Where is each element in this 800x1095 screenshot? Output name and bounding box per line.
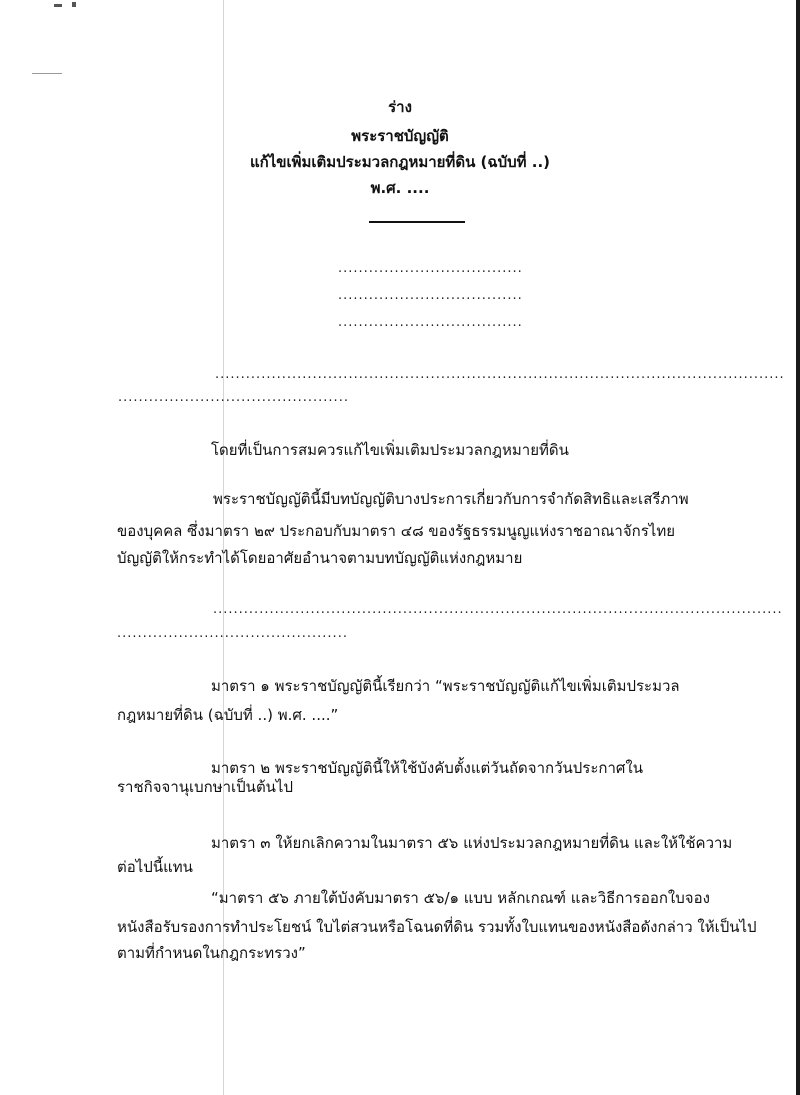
reason-text: โดยที่เป็นการสมควรแก้ไขเพิ่มเติมประมวลกฎหมายที่ดิน	[211, 441, 569, 459]
placeholder-line: ....................................	[338, 315, 523, 330]
placeholder-line: .............................................	[117, 626, 348, 641]
placeholder-line: ...............................................................................................................	[213, 602, 783, 617]
title-rule	[369, 221, 465, 223]
section-1-line: กฎหมายที่ดิน (ฉบับที่ ..) พ.ศ. ....”	[117, 706, 339, 724]
paragraph-line: พระราชบัญญัตินี้มีบทบัญญัติบางประการเกี่ยวกับการจำกัดสิทธิและเสรีภาพ	[213, 490, 689, 508]
placeholder-line: ...............................................................................................................	[215, 367, 785, 382]
section-3-line: ต่อไปนี้แทน	[117, 858, 193, 876]
quoted-section-line: หนังสือรับรองการทำประโยชน์ ใบไต่สวนหรือโฉนดที่ดิน รวมทั้งใบแทนของหนังสือดังกล่าว ให้เป็นไป	[117, 918, 757, 936]
placeholder-line: ....................................	[338, 261, 523, 276]
section-3-line: มาตรา ๓ ให้ยกเลิกความในมาตรา ๕๖ แห่งประมวลกฎหมายที่ดิน และให้ใช้ความ	[211, 834, 733, 852]
quoted-section-line: “มาตรา ๕๖ ภายใต้บังคับมาตรา ๕๖/๑ แบบ หลักเกณฑ์ และวิธีการออกใบจอง	[211, 889, 710, 907]
paragraph-line: บัญญัติให้กระทำได้โดยอาศัยอำนาจตามบทบัญญัติแห่งกฎหมาย	[117, 549, 523, 567]
section-2-line: ราชกิจจานุเบกษาเป็นต้นไป	[117, 778, 294, 796]
scan-speck	[72, 2, 76, 7]
section-2-line: มาตรา ๒ พระราชบัญญัตินี้ให้ใช้บังคับตั้งแต่วันถัดจากวันประกาศใน	[211, 759, 643, 777]
draft-label: ร่าง	[388, 98, 412, 116]
quoted-section-line: ตามที่กำหนดในกฎกระทรวง”	[117, 944, 306, 962]
act-year: พ.ศ. ....	[370, 179, 430, 197]
act-heading: พระราชบัญญัติ	[351, 127, 449, 145]
scan-speck	[54, 4, 62, 7]
placeholder-line: .............................................	[118, 390, 349, 405]
act-title: แก้ไขเพิ่มเติมประมวลกฎหมายที่ดิน (ฉบับที่ ..)	[249, 153, 551, 171]
paragraph-line: ของบุคคล ซึ่งมาตรา ๒๙ ประกอบกับมาตรา ๔๘ ของรัฐธรรมนูญแห่งราชอาณาจักรไทย	[117, 522, 675, 540]
placeholder-line: ....................................	[338, 288, 523, 303]
scan-speck	[32, 73, 62, 74]
section-1-line: มาตรา ๑ พระราชบัญญัตินี้เรียกว่า “พระราชบัญญัติแก้ไขเพิ่มเติมประมวล	[211, 677, 680, 695]
